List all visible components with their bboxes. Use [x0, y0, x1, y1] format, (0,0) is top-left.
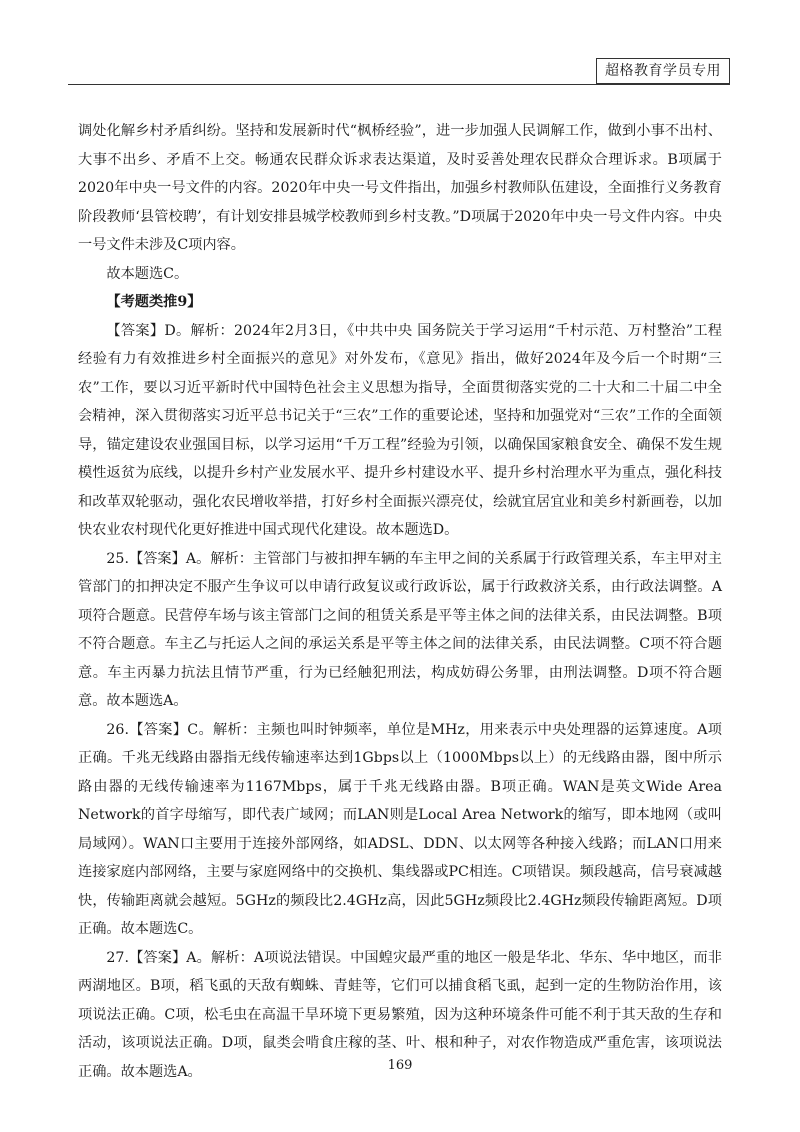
header-label-box	[596, 58, 730, 84]
paragraph-answer-9: 【答案】D。解析：2024年2月3日，《中共中央 国务院关于学习运用“千村示范、万村整治”工程经验有力有效推进乡村全面振兴的意见》对外发布，《意见》指出，做好2024年及今后一个时期“三农”工作，要以习近平新时代中国特色社会主义思想为指导，全面贯彻落实党的二十大和二十届二中全会精神，深入贯彻落实习近平总书记关于“三农”工作的重要论述，坚持和加强党对“三农”工作的全面领导，锚定建设农业强国目标，以学习运用“千万工程”经验为引领，以确保国家粮食安全、确保不发生规模性返贫为底线，以提升乡村产业发展水平、提升乡村建设水平、提升乡村治理水平为重点，强化科技和改革双轮驱动，强化农民增收举措，打好乡村全面振兴漂亮仗，绘就宜居宜业和美乡村新画卷，以加快农业农村现代化更好推进中国式现代化建设。故本题选D。	[78, 322, 722, 538]
paragraph-answer-27: 27.【答案】A。解析：A项说法错误。中国蝗灾最严重的地区一般是华北、华东、华中地区，而非两湖地区。B项，稻飞虱的天敌有蜘蛛、青蛙等，它们可以捕食稻飞虱，起到一定的生物防治作用，该项说法正确。C项，松毛虫在高温干旱环境下更易繁殖，因为这种环境条件可能不利于其天敌的生存和活动，该项说法正确。D项，鼠类会啃食庄稼的茎、叶、根和种子，对农作物造成严重危害，该项说法正确。故本题选A。	[78, 949, 722, 1080]
paragraph-answer-26: 26.【答案】C。解析：主频也叫时钟频率，单位是MHz，用来表示中央处理器的运算速度。A项正确。千兆无线路由器指无线传输速率达到1Gbps以上（1000Mbps以上）的无线路由器，图中所示路由器的无线传输速率为1167Mbps，属于千兆无线路由器。B项正确。WAN是英文Wide Area Network的首字母缩写，即代表广域网；而LAN则是Local Area Network的缩写，即本地网（或叫局域网）。WAN口主要用于连接外部网络，如ADSL、DDN、以太网等各种接入线路；而LAN口用来连接家庭内部网络，主要与家庭网络中的交换机、集线器或PC相连。C项错误。频段越高，信号衰减越快，传输距离就会越短。5GHz的频段比2.4GHz高，因此5GHz频段比2.4GHz频段传输距离短。D项正确。故本题选C。	[78, 721, 722, 937]
paragraph-answer-25: 25.【答案】A。解析：主管部门与被扣押车辆的车主甲之间的关系属于行政管理关系，车主甲对主管部门的扣押决定不服产生争议可以申请行政复议或行政诉讼，属于行政救济关系，由行政法调整。A项符合题意。民营停车场与该主管部门之间的租赁关系是平等主体之间的法律关系，由民法调整。B项不符合题意。车主乙与托运人之间的承运关系是平等主体之间的法律关系，由民法调整。C项不符合题意。车主丙暴力抗法且情节严重，行为已经触犯刑法，构成妨碍公务罪，由刑法调整。D项不符合题意。故本题选A。	[78, 550, 722, 709]
header-label: 超格教育学员专用	[605, 63, 721, 79]
paragraph-continuation: 调处化解乡村矛盾纠纷。坚持和发展新时代“枫桥经验”，进一步加强人民调解工作，做到小事不出村、大事不出乡、矛盾不上交。畅通农民群众诉求表达渠道，及时妥善处理农民群众合理诉求。B项属于2020年中央一号文件的内容。2020年中央一号文件指出，加强乡村教师队伍建设，全面推行义务教育阶段教师‘县管校聘’，有计划安排县城学校教师到乡村支教。”D项属于2020年中央一号文件内容。中央一号文件未涉及C项内容。	[78, 123, 722, 253]
document-body	[78, 117, 722, 1086]
paragraph-conclusion: 故本题选C。	[106, 265, 189, 282]
page-number: 169	[387, 1058, 413, 1073]
section-heading: 【考题类推9】	[106, 294, 202, 310]
header-divider	[68, 84, 730, 85]
